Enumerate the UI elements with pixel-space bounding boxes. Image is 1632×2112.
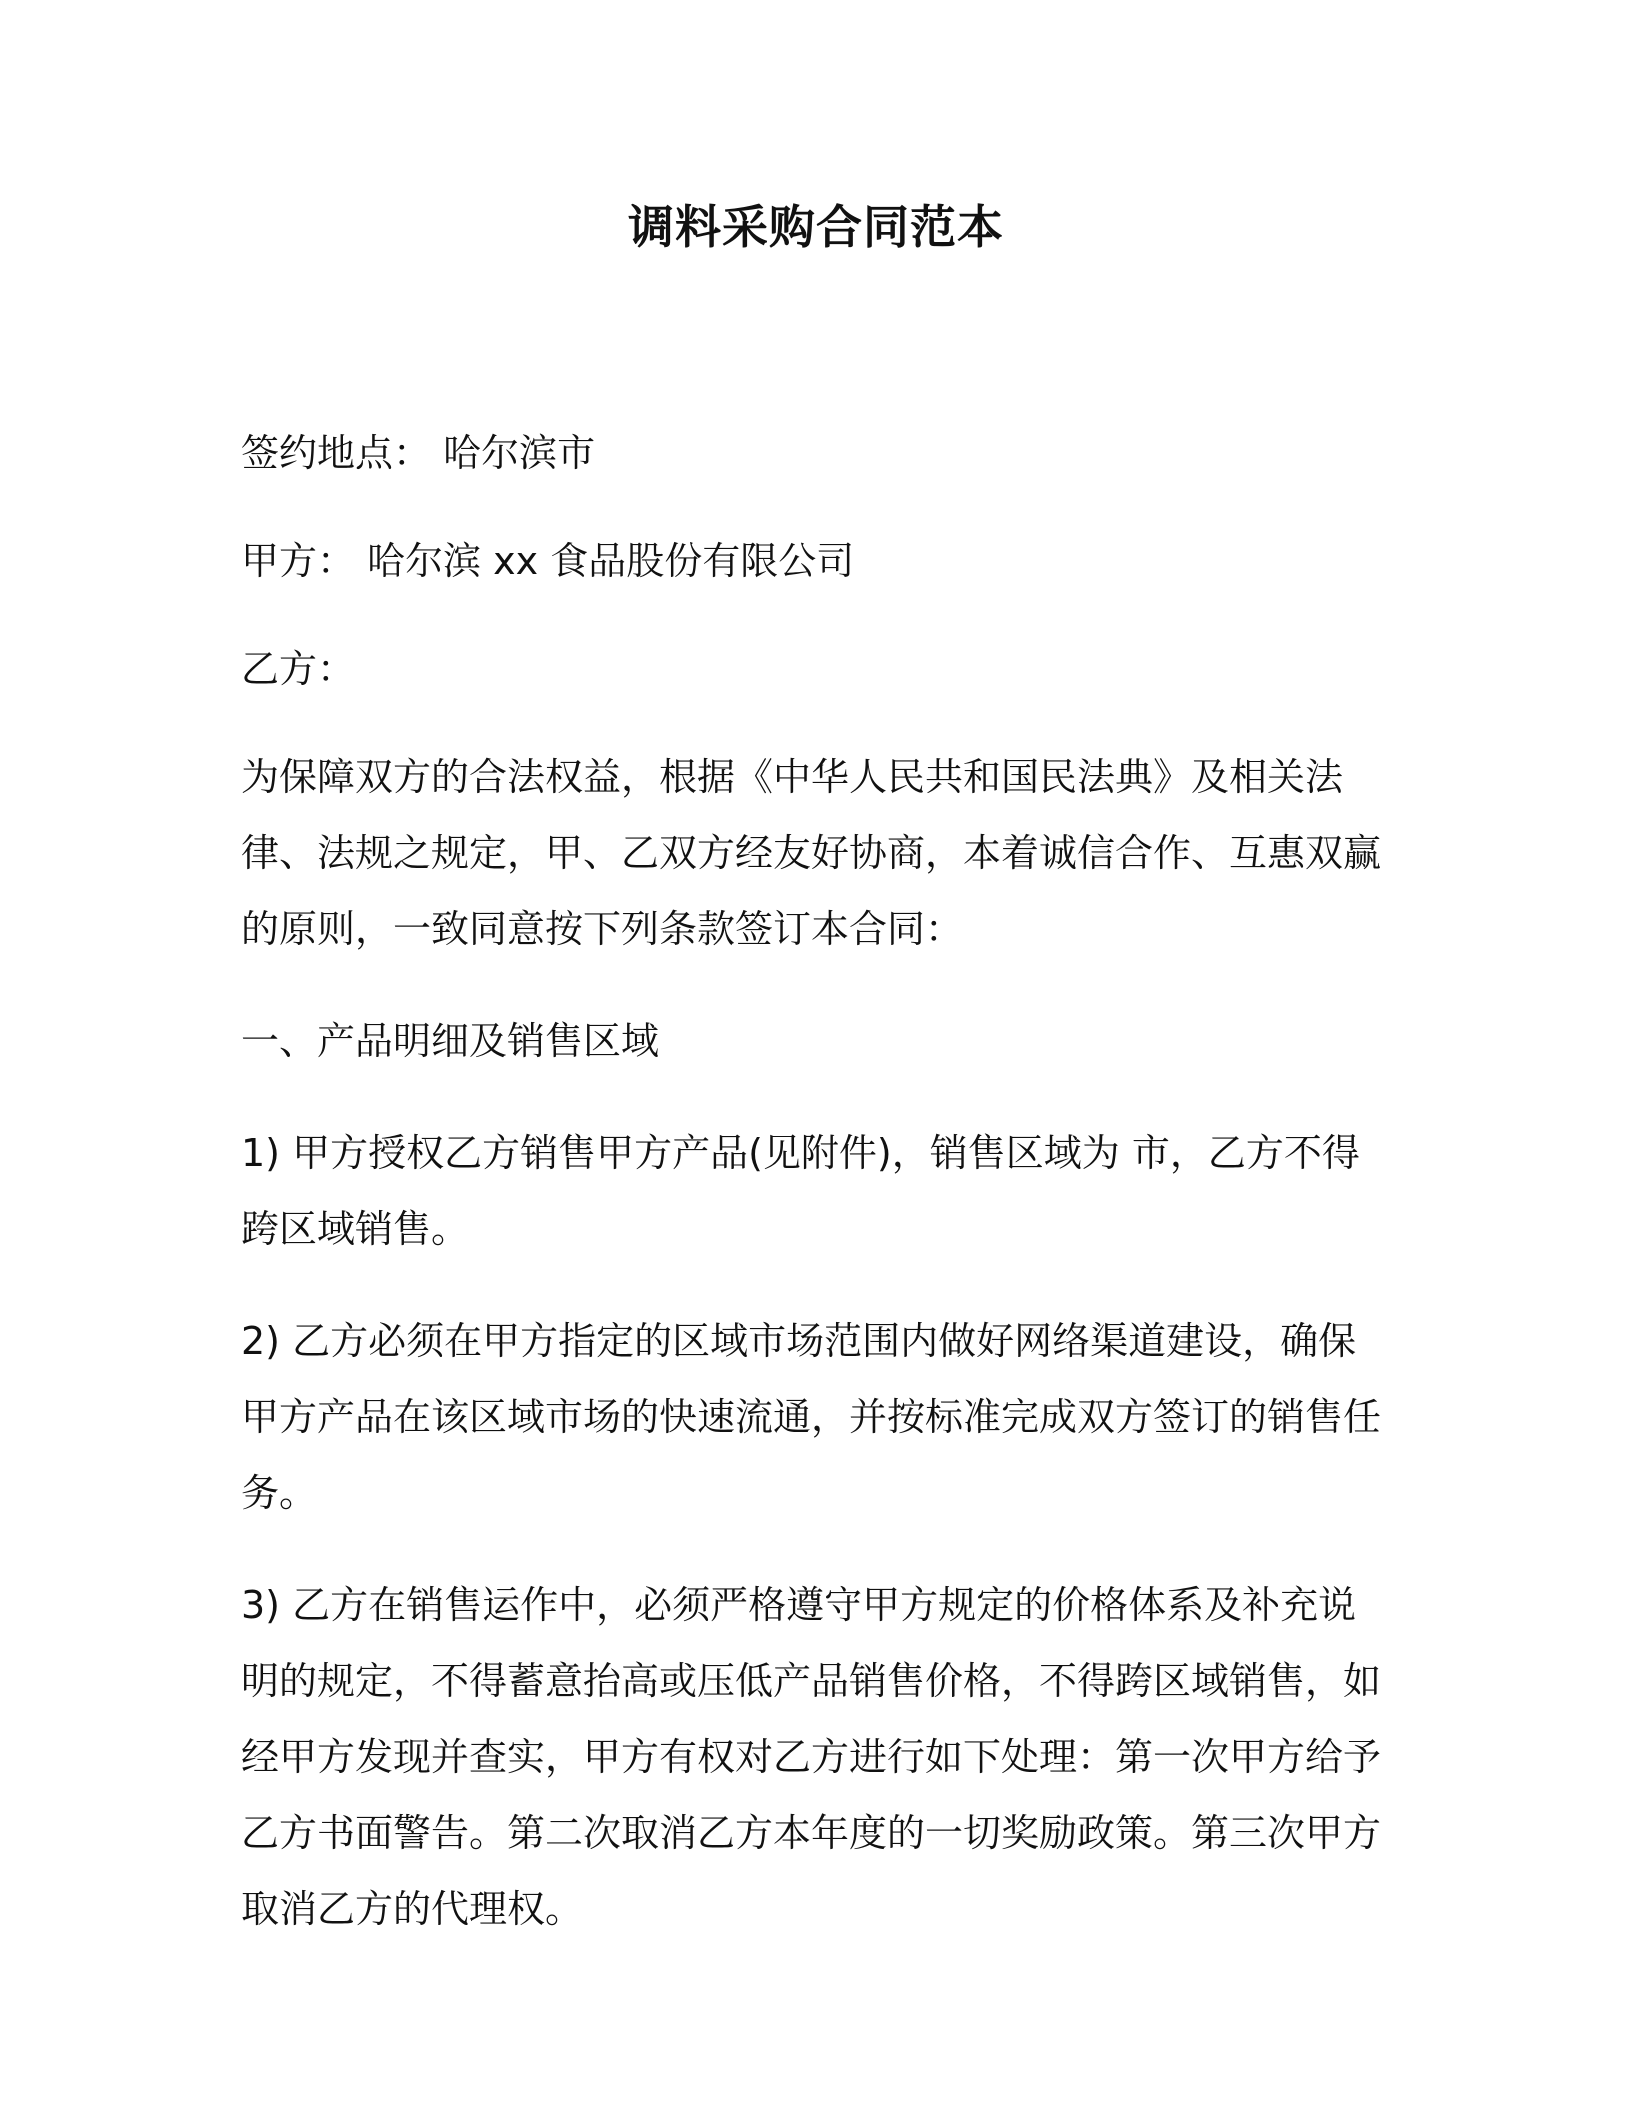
preamble-paragraph: 为保障双方的合法权益，根据《中华人民共和国民法典》及相关法律、法规之规定，甲、乙双方经友好协商，本着诚信合作、互惠双赢的原则，一致同意按下列条款签订本合同： [241,755,1382,951]
document-title: 调料采购合同范本 [628,200,1004,254]
clause-3: 3) 乙方在销售运作中，必须严格遵守甲方规定的价格体系及补充说明的规定，不得蓄意抬高或压低产品销售价格，不得跨区域销售，如经甲方发现并查实，甲方有权对乙方进行如下处理：第一次甲方给予乙方书面警告。第二次取消乙方本年度的一切奖励政策。第三次甲方取消乙方的代理权。 [241,1583,1382,1931]
document-body [241,415,1391,1983]
party-b: 乙方： [241,647,356,691]
signing-place: 签约地点： 哈尔滨市 [241,431,596,475]
section-1-heading: 一、产品明细及销售区域 [241,1019,660,1063]
party-a: 甲方： 哈尔滨 xx 食品股份有限公司 [241,539,855,583]
clause-2: 2) 乙方必须在甲方指定的区域市场范围内做好网络渠道建设，确保甲方产品在该区域市场的快速流通，并按标准完成双方签订的销售任务。 [241,1319,1382,1515]
clause-1: 1) 甲方授权乙方销售甲方产品(见附件)，销售区域为 市，乙方不得跨区域销售。 [241,1131,1360,1251]
